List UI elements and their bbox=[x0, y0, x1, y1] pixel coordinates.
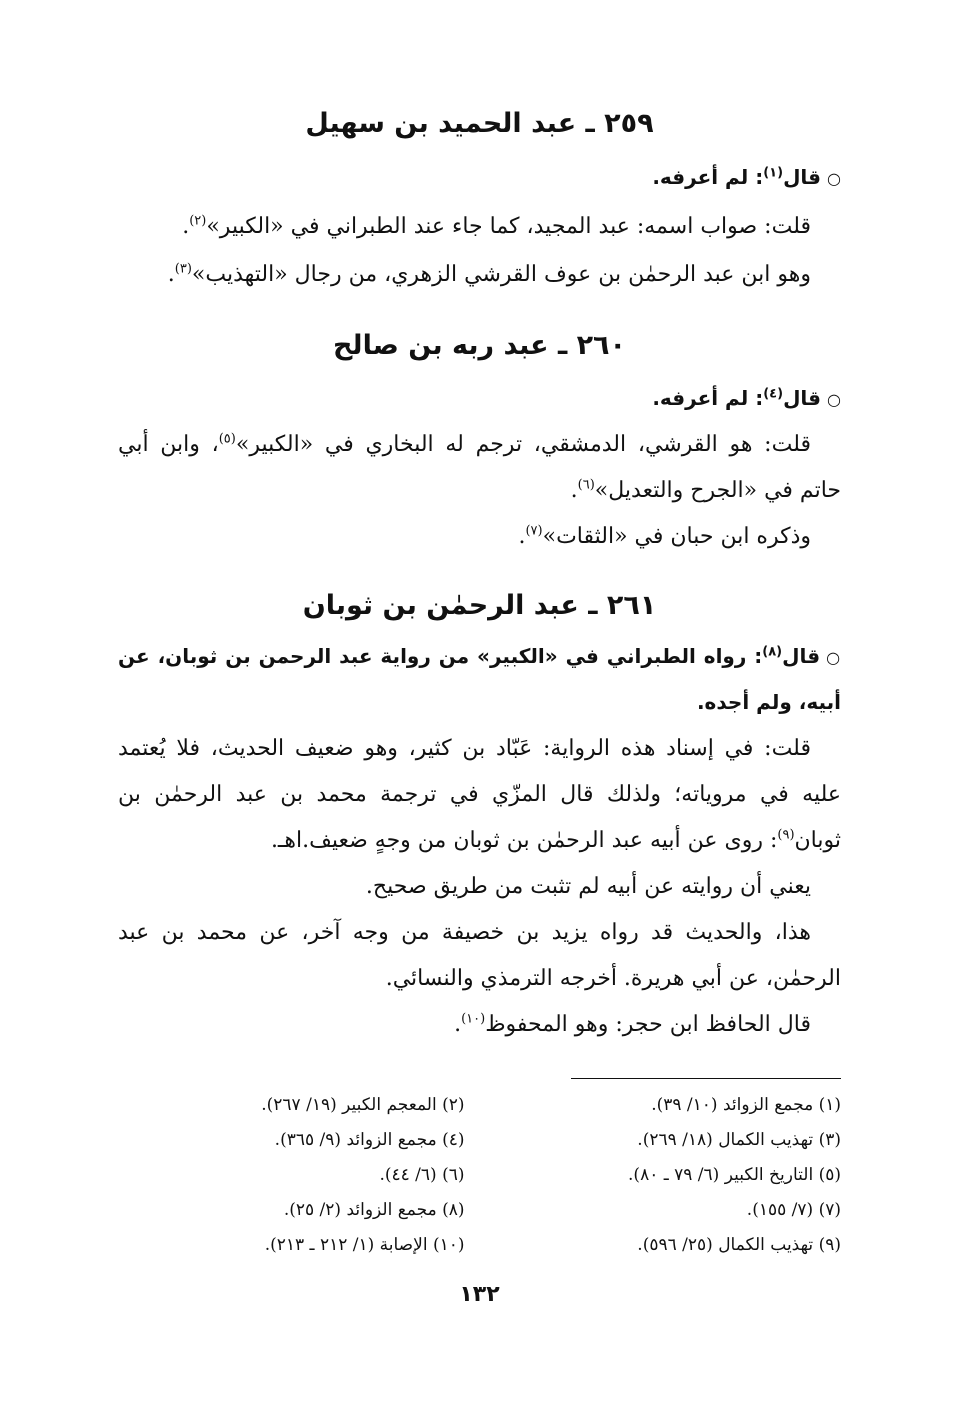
footnote-ref: (٥) bbox=[218, 431, 236, 447]
paragraph-text: قلت: في إسناد هذه الرواية: عَبّاد بن كثير، وهو ضعيف الحديث، فلا يُعتمد عليه في مروياته؛ ولذلك قال المزّي في ترجمة محمد بن عبد الرحمٰن بن ثوبان bbox=[118, 736, 841, 853]
footnote-text: الإصابة (١/ ٢١٢ ـ ٢١٣). bbox=[264, 1235, 428, 1255]
paragraph-text: هذا، والحديث قد رواه يزيد بن خصيفة من وجه آخر، عن محمد بن عبد الرحمٰن، عن أبي هريرة. أخرجه الترمذي والنسائي. bbox=[118, 920, 841, 991]
paragraph-tail: . bbox=[518, 524, 526, 549]
footnote-number: (٦) bbox=[442, 1165, 465, 1185]
entry-title: ٢٦٠ ـ عبد ربه بن صالح bbox=[332, 330, 627, 361]
footnote-number: (٤) bbox=[442, 1130, 465, 1150]
footnote-ref: (٣) bbox=[174, 261, 192, 277]
paragraph-tail: . bbox=[454, 1012, 462, 1037]
footnote-number: (٣) bbox=[818, 1130, 841, 1150]
paragraph bbox=[118, 252, 841, 298]
footnote-ref: (٦) bbox=[577, 477, 595, 493]
paragraph-text: يعني أن روايته عن أبيه لم تثبت من طريق صحيح. bbox=[365, 874, 811, 899]
footnote-ref: (١) bbox=[763, 165, 784, 181]
entry-260 bbox=[118, 326, 841, 366]
paragraph-text: قلت: هو القرشي، الدمشقي، ترجم له البخاري في «الكبير» bbox=[235, 432, 811, 457]
footnote-item bbox=[118, 1228, 465, 1263]
circle-mark-icon: ○ bbox=[827, 390, 841, 409]
paragraph-tail: ، وابن أبي حاتم في «الجرح والتعديل» bbox=[118, 432, 841, 503]
footnote-text: مجمع الزوائد (١٠/ ٣٩). bbox=[651, 1095, 814, 1115]
footnote-number: (٩) bbox=[818, 1235, 841, 1255]
footnote-ref: (٩) bbox=[777, 827, 795, 843]
footnote-number: (٧) bbox=[818, 1200, 841, 1220]
circle-mark-icon: ○ bbox=[827, 169, 841, 188]
paragraph-text: قال الحافظ ابن حجر: وهو المحفوظ bbox=[485, 1012, 811, 1037]
footnote-number: (٢) bbox=[442, 1095, 465, 1115]
entry-title: ٢٥٩ ـ عبد الحميد بن سهيل bbox=[305, 108, 654, 139]
paragraph-tail: . bbox=[182, 214, 190, 239]
footnote-text: المعجم الكبير (١٩/ ٢٦٧). bbox=[261, 1095, 437, 1115]
qal-statement bbox=[118, 634, 841, 724]
footnote-item bbox=[118, 1193, 465, 1228]
paragraph bbox=[118, 864, 841, 910]
qal-line bbox=[118, 155, 841, 201]
footnote-item bbox=[118, 1088, 465, 1123]
paragraph-text: وذكره ابن حبان في «الثقات» bbox=[542, 524, 811, 549]
footnote-text: مجمع الزوائد (٢/ ٢٥). bbox=[283, 1200, 437, 1220]
paragraph-text: وهو ابن عبد الرحمٰن بن عوف القرشي الزهري، من رجال «التهذيب» bbox=[191, 262, 811, 287]
paragraph bbox=[118, 726, 841, 864]
footnote-item bbox=[495, 1123, 842, 1158]
paragraph bbox=[118, 1002, 841, 1048]
qal-statement bbox=[118, 376, 841, 422]
footnote-item bbox=[118, 1123, 465, 1158]
footnote-item bbox=[495, 1088, 842, 1123]
qal-text: : لم أعرفه. bbox=[652, 386, 764, 410]
entry-261 bbox=[118, 586, 841, 626]
qal-label: قال bbox=[782, 644, 821, 668]
paragraph-tail: . bbox=[167, 262, 175, 287]
qal-text: : رواه الطبراني في «الكبير» من رواية عبد الرحمن بن ثوبان، عن أبيه، ولم أجده. bbox=[118, 644, 841, 714]
footnote-number: (٨) bbox=[442, 1200, 465, 1220]
footnote-text: (٦/ ٤٤). bbox=[379, 1165, 437, 1185]
footnote-ref: (٨) bbox=[762, 644, 783, 660]
qal-text: : لم أعرفه. bbox=[652, 165, 764, 189]
footnote-text: تهذيب الكمال (١٨/ ٢٦٩). bbox=[637, 1130, 814, 1150]
paragraph bbox=[118, 514, 841, 560]
paragraph bbox=[118, 910, 841, 1002]
footnote-ref: (٤) bbox=[763, 386, 784, 402]
qal-line bbox=[118, 634, 841, 724]
paragraph-tail: : روى عن أبيه عبد الرحمٰن بن ثوبان من وجهٍ ضعيف.اهـ. bbox=[270, 828, 778, 853]
qal-line bbox=[118, 376, 841, 422]
footnote-text: (٧/ ١٥٥). bbox=[746, 1200, 814, 1220]
footnotes bbox=[118, 1088, 841, 1263]
qal-label: قال bbox=[783, 165, 822, 189]
footnote-ref: (٢) bbox=[189, 213, 207, 229]
footnote-number: (٥) bbox=[818, 1165, 841, 1185]
footnote-item bbox=[495, 1193, 842, 1228]
entry-259 bbox=[118, 104, 841, 144]
paragraph bbox=[118, 204, 841, 250]
circle-mark-icon: ○ bbox=[826, 648, 841, 667]
footnote-ref: (١٠) bbox=[461, 1011, 486, 1027]
footnote-number: (١) bbox=[818, 1095, 841, 1115]
footnote-number: (١٠) bbox=[432, 1235, 465, 1255]
footnote-item bbox=[495, 1158, 842, 1193]
footnote-divider bbox=[571, 1078, 841, 1079]
footnote-text: مجمع الزوائد (٩/ ٣٦٥). bbox=[274, 1130, 437, 1150]
footnote-text: تهذيب الكمال (٢٥/ ٥٩٦). bbox=[637, 1235, 814, 1255]
paragraph-text: قلت: صواب اسمه: عبد المجيد، كما جاء عند الطبراني في «الكبير» bbox=[206, 214, 811, 239]
footnote-text: التاريخ الكبير (٦/ ٧٩ ـ ٨٠). bbox=[628, 1165, 814, 1185]
footnote-item bbox=[118, 1158, 465, 1193]
qal-label: قال bbox=[783, 386, 822, 410]
page-number: ١٣٢ bbox=[459, 1282, 500, 1307]
footnote-ref: (٧) bbox=[525, 523, 543, 539]
entry-title: ٢٦١ ـ عبد الرحمٰن بن ثوبان bbox=[302, 590, 657, 621]
footnote-item bbox=[495, 1228, 842, 1263]
qal-statement bbox=[118, 155, 841, 201]
paragraph bbox=[118, 422, 841, 514]
paragraph-tail: . bbox=[570, 478, 578, 503]
